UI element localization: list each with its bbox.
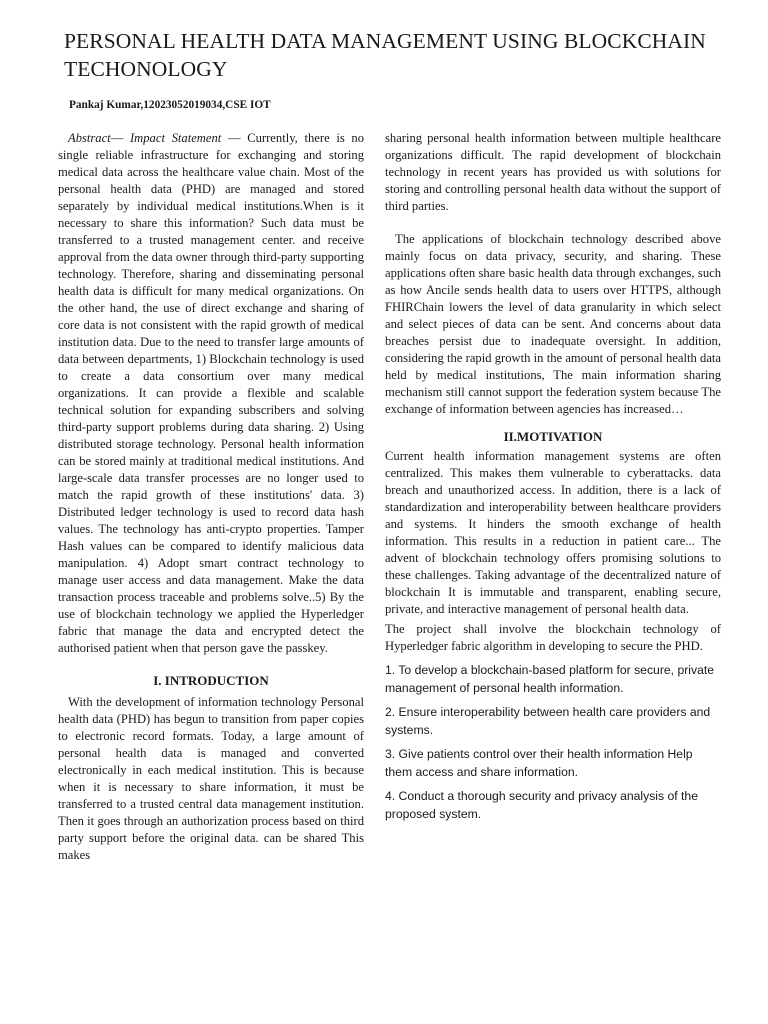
- abstract-label: Abstract: [68, 131, 111, 145]
- left-column: [58, 130, 364, 864]
- objective-item: 2. Ensure interoperability between health care providers and systems.: [385, 705, 711, 737]
- objective-item: 1. To develop a blockchain-based platform for secure, private management of personal health information.: [385, 663, 715, 695]
- motivation-paragraph-1: Current health information management systems are often centralized. This makes them vulnerable to cyberattacks. data breach and unauthorized access. In addition, there is a lack of standardization and interoperability between healthcare providers and systems. It hinders the smooth exchange of health information. This results in a reduction in patient care... The advent of blockchain technology offers promising solutions to these challenges. Taking advantage of the decentralized nature of blockchain It is immutable and transparent, enabling secure, private, and interactive management of personal health data.: [385, 449, 721, 616]
- right-column: [385, 130, 721, 823]
- impact-statement-label: Impact Statement: [129, 131, 222, 145]
- author-line: Pankaj Kumar,12023052019034,CSE IOT: [69, 99, 271, 111]
- abstract-paragraph: [58, 130, 364, 657]
- abstract-dash: —: [110, 131, 124, 145]
- abstract-text: — Currently, there is no single reliable infrastructure for exchanging and storing medical data across the healthcare value chain. Most of the personal health data (PHD) are managed and stored separately by individual medical institutions.When is it necessary to share this information? Such data must be transferred to a trusted management center. and receive approval from the data owner through third-party supporting technology. Therefore, sharing and disseminating personal health data is difficult for many medical organizations. On the other hand, the use of direct exchange and sharing of core data is not consistent with the rapid growth of medical institution data. Due to the need to transfer large amounts of data between departments, 1) Blockchain technology is used to create a data consortium over many medical organizations. It can provide a flexible and scalable technical solution for expanding subscribers and solving third-party support problems during data sharing. 2) Using distributed storage technology. Personal health information can be stored mainly at traditional medical institutions. And large-scale data transfer processes are no longer used to match the rapid growth of these institutions' data. 3) Distributed ledger technology is used to record data hash values. The technology has anti-crypto properties. Tamper Hash values can be compared to identify malicious data manipulation. 4) Adopt smart contract technology to manage user access and data management. Make the data transaction process traceable and problems solve..5) By the use of blockchain technology we applied the Hyperledger fabric that manage the data and encrypted detect the authorised patient when that person gave the passkey.: [58, 131, 364, 655]
- objective-item: 4. Conduct a thorough security and privacy analysis of the proposed system.: [385, 789, 698, 821]
- introduction-paragraph-2: The applications of blockchain technology described above mainly focus on data privacy, security, and sharing. These applications often share basic health data through exchanges, such as how Ancile sends health data to users over HTTPS, although FHIRChain lowers the level of data granularity in which select and select pieces of data can be sent. And concerns about data breaches persist due to inadequate oversight. In addition, considering the rapid growth in the amount of personal health data held by medical institutions, The main information sharing mechanism still cannot support the federation system because The exchange of information between agencies has increased…: [385, 232, 721, 416]
- introduction-paragraph-1-continued: sharing personal health information between multiple healthcare organizations difficult. The rapid development of blockchain technology in recent years has provided us with solutions for storing and controlling personal health data without the support of third parties.: [385, 131, 721, 213]
- paper-title: PERSONAL HEALTH DATA MANAGEMENT USING BLOCKCHAIN TECHONOLOGY: [64, 29, 706, 81]
- introduction-paragraph-1: With the development of information technology Personal health data (PHD) has begun to transition from paper copies to electronic record formats. Today, a large amount of personal health data is managed and converted electronically in each medical institution. This is because when it is necessary to share information, it must be transferred to a trusted central data management institution. Then it goes through an authorization process based on third party support before the original data. can be shared This makes: [58, 695, 364, 862]
- introduction-heading: I. INTRODUCTION: [153, 673, 269, 688]
- motivation-heading: II.MOTIVATION: [503, 429, 603, 444]
- objective-item: 3. Give patients control over their health information Help them access and share information.: [385, 747, 693, 779]
- motivation-paragraph-2: The project shall involve the blockchain technology of Hyperledger fabric algorithm in developing to secure the PHD.: [385, 622, 721, 653]
